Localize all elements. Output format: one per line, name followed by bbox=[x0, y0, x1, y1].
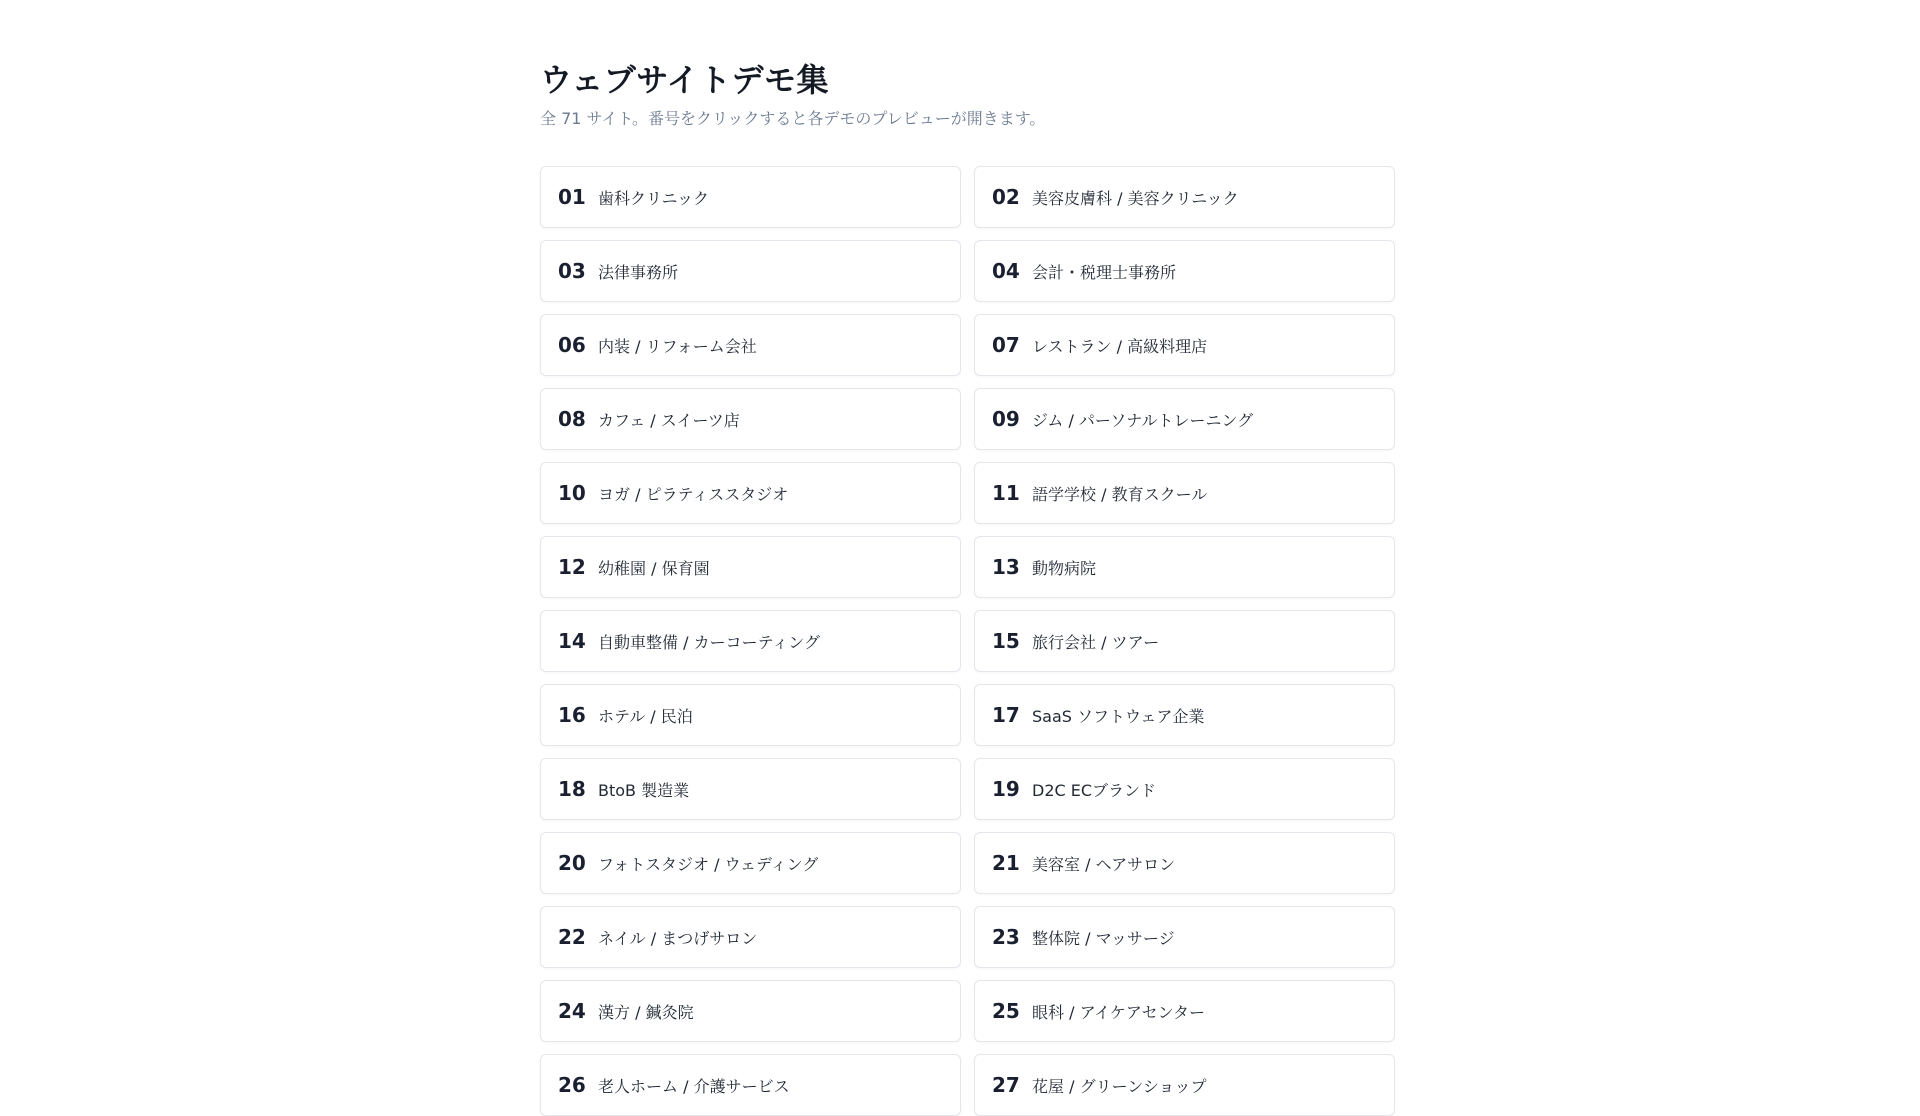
site-card-09[interactable] bbox=[974, 388, 1395, 450]
site-card-22[interactable] bbox=[540, 906, 961, 968]
site-card-label: レストラン / 高級料理店 bbox=[1032, 336, 1208, 356]
site-card-label: 整体院 / マッサージ bbox=[1032, 928, 1175, 948]
site-card-label: 美容皮膚科 / 美容クリニック bbox=[1032, 188, 1239, 208]
site-card-number: 13 bbox=[992, 555, 1020, 579]
site-card-label: フォトスタジオ / ウェディング bbox=[598, 854, 819, 874]
site-card-14[interactable] bbox=[540, 610, 961, 672]
site-card-label: 語学学校 / 教育スクール bbox=[1032, 484, 1208, 504]
site-card-label: ホテル / 民泊 bbox=[598, 706, 693, 726]
site-card-number: 20 bbox=[558, 851, 586, 875]
site-card-label: SaaS ソフトウェア企業 bbox=[1032, 706, 1205, 726]
site-card-label: 自動車整備 / カーコーティング bbox=[598, 632, 820, 652]
site-card-number: 09 bbox=[992, 407, 1020, 431]
site-grid bbox=[540, 166, 1395, 1116]
site-card-label: 会計・税理士事務所 bbox=[1032, 262, 1177, 282]
site-card-number: 08 bbox=[558, 407, 586, 431]
site-card-number: 01 bbox=[558, 185, 586, 209]
site-card-number: 26 bbox=[558, 1073, 586, 1097]
site-card-23[interactable] bbox=[974, 906, 1395, 968]
site-card-16[interactable] bbox=[540, 684, 961, 746]
site-card-06[interactable] bbox=[540, 314, 961, 376]
site-card-26[interactable] bbox=[540, 1054, 961, 1116]
site-card-18[interactable] bbox=[540, 758, 961, 820]
site-card-number: 18 bbox=[558, 777, 586, 801]
site-card-11[interactable] bbox=[974, 462, 1395, 524]
site-card-15[interactable] bbox=[974, 610, 1395, 672]
site-card-04[interactable] bbox=[974, 240, 1395, 302]
site-card-17[interactable] bbox=[974, 684, 1395, 746]
site-card-number: 19 bbox=[992, 777, 1020, 801]
site-card-number: 10 bbox=[558, 481, 586, 505]
site-card-number: 12 bbox=[558, 555, 586, 579]
site-card-08[interactable] bbox=[540, 388, 961, 450]
site-card-10[interactable] bbox=[540, 462, 961, 524]
site-card-19[interactable] bbox=[974, 758, 1395, 820]
site-card-01[interactable] bbox=[540, 166, 961, 228]
site-card-label: 老人ホーム / 介護サービス bbox=[598, 1076, 790, 1096]
site-card-label: 法律事務所 bbox=[598, 262, 679, 282]
demo-index-page bbox=[540, 60, 1395, 1097]
site-card-number: 24 bbox=[558, 999, 586, 1023]
site-card-number: 21 bbox=[992, 851, 1020, 875]
site-card-number: 25 bbox=[992, 999, 1020, 1023]
site-card-label: ネイル / まつげサロン bbox=[598, 928, 758, 948]
page-subtitle: 全 71 サイト。番号をクリックすると各デモのプレビューが開きます。 bbox=[540, 109, 1046, 128]
site-card-label: 旅行会社 / ツアー bbox=[1032, 632, 1160, 652]
site-card-label: 幼稚園 / 保育園 bbox=[598, 558, 710, 578]
site-card-number: 07 bbox=[992, 333, 1020, 357]
site-card-24[interactable] bbox=[540, 980, 961, 1042]
site-card-label: カフェ / スイーツ店 bbox=[598, 410, 740, 430]
site-card-label: 漢方 / 鍼灸院 bbox=[598, 1002, 694, 1022]
site-card-number: 15 bbox=[992, 629, 1020, 653]
site-card-label: D2C ECブランド bbox=[1032, 780, 1157, 800]
site-card-13[interactable] bbox=[974, 536, 1395, 598]
site-card-number: 14 bbox=[558, 629, 586, 653]
page-title: ウェブサイトデモ集 bbox=[540, 61, 829, 99]
site-card-label: ヨガ / ピラティススタジオ bbox=[598, 484, 789, 504]
site-card-label: 花屋 / グリーンショップ bbox=[1032, 1076, 1207, 1096]
site-card-02[interactable] bbox=[974, 166, 1395, 228]
site-card-label: 美容室 / ヘアサロン bbox=[1032, 854, 1176, 874]
site-card-label: 歯科クリニック bbox=[598, 188, 710, 208]
site-card-number: 22 bbox=[558, 925, 586, 949]
site-card-label: 眼科 / アイケアセンター bbox=[1032, 1002, 1206, 1022]
site-card-number: 03 bbox=[558, 259, 586, 283]
site-card-20[interactable] bbox=[540, 832, 961, 894]
site-card-label: BtoB 製造業 bbox=[598, 780, 690, 800]
site-card-27[interactable] bbox=[974, 1054, 1395, 1116]
site-card-number: 06 bbox=[558, 333, 586, 357]
site-card-number: 17 bbox=[992, 703, 1020, 727]
site-card-03[interactable] bbox=[540, 240, 961, 302]
site-card-label: 動物病院 bbox=[1032, 558, 1097, 578]
site-card-number: 11 bbox=[992, 481, 1020, 505]
site-card-21[interactable] bbox=[974, 832, 1395, 894]
site-card-07[interactable] bbox=[974, 314, 1395, 376]
site-card-number: 23 bbox=[992, 925, 1020, 949]
site-card-number: 27 bbox=[992, 1073, 1020, 1097]
site-card-label: 内装 / リフォーム会社 bbox=[598, 336, 757, 356]
site-card-number: 16 bbox=[558, 703, 586, 727]
site-card-12[interactable] bbox=[540, 536, 961, 598]
site-card-25[interactable] bbox=[974, 980, 1395, 1042]
site-card-label: ジム / パーソナルトレーニング bbox=[1032, 410, 1254, 430]
site-card-number: 02 bbox=[992, 185, 1020, 209]
site-card-number: 04 bbox=[992, 259, 1020, 283]
